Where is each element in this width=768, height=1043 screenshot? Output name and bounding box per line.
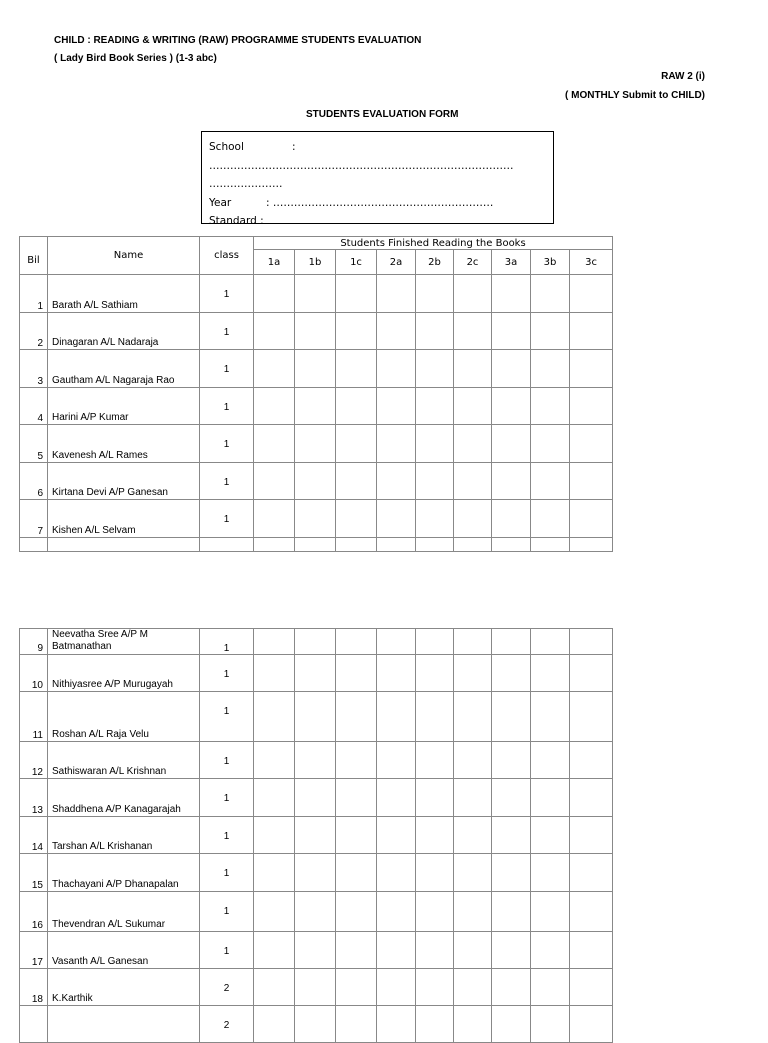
book-check-cell-2b[interactable] bbox=[416, 892, 454, 932]
student-class: 2 bbox=[200, 1006, 254, 1043]
book-check-cell-1c[interactable] bbox=[336, 629, 377, 655]
book-check-cell-3a[interactable] bbox=[492, 500, 531, 538]
row-number: 18 bbox=[20, 969, 48, 1006]
book-check-cell-2b[interactable] bbox=[416, 425, 454, 463]
book-check-cell-3b[interactable] bbox=[531, 350, 570, 388]
table-row bbox=[20, 275, 613, 313]
book-check-cell-3c[interactable] bbox=[570, 892, 613, 932]
book-check-cell-3a[interactable] bbox=[492, 462, 531, 500]
table-row bbox=[20, 854, 613, 892]
empty-cell[interactable] bbox=[295, 537, 336, 551]
book-check-cell-2a[interactable] bbox=[377, 462, 416, 500]
book-check-cell-1c[interactable] bbox=[336, 969, 377, 1006]
book-check-cell-3c[interactable] bbox=[570, 932, 613, 969]
empty-cell[interactable] bbox=[254, 537, 295, 551]
student-class: 1 bbox=[200, 854, 254, 892]
student-class: 1 bbox=[200, 817, 254, 854]
student-name: Nithiyasree A/P Murugayah bbox=[48, 655, 200, 692]
book-check-cell-1a[interactable] bbox=[254, 817, 295, 854]
standard-label: Standard : bbox=[209, 215, 264, 224]
book-check-cell-2a[interactable] bbox=[377, 629, 416, 655]
book-check-cell-1b[interactable] bbox=[295, 425, 336, 463]
book-check-cell-2c[interactable] bbox=[454, 462, 492, 500]
row-number: 10 bbox=[20, 655, 48, 692]
book-check-cell-2b[interactable] bbox=[416, 692, 454, 742]
book-check-cell-1c[interactable] bbox=[336, 1006, 377, 1043]
student-name: Thevendran A/L Sukumar bbox=[48, 892, 200, 932]
student-class: 1 bbox=[200, 387, 254, 425]
student-class: 1 bbox=[200, 275, 254, 313]
student-name: Gautham A/L Nagaraja Rao bbox=[48, 350, 200, 388]
student-name: K.Karthik bbox=[48, 969, 200, 1006]
book-check-cell-2c[interactable] bbox=[454, 500, 492, 538]
books-group-header: Students Finished Reading the Books bbox=[254, 237, 613, 250]
student-name: Thachayani A/P Dhanapalan bbox=[48, 854, 200, 892]
book-check-cell-1b[interactable] bbox=[295, 692, 336, 742]
book-header-2b: 2b bbox=[416, 250, 454, 275]
book-check-cell-2b[interactable] bbox=[416, 500, 454, 538]
book-check-cell-3b[interactable] bbox=[531, 425, 570, 463]
table-row bbox=[20, 350, 613, 388]
col-class-header: class bbox=[200, 250, 254, 275]
book-check-cell-1c[interactable] bbox=[336, 500, 377, 538]
empty-cell[interactable] bbox=[20, 537, 48, 551]
book-check-cell-1c[interactable] bbox=[336, 692, 377, 742]
book-check-cell-2a[interactable] bbox=[377, 692, 416, 742]
row-number: 14 bbox=[20, 817, 48, 854]
book-check-cell-1b[interactable] bbox=[295, 629, 336, 655]
student-name-line-2: Batmanathan bbox=[52, 641, 112, 652]
student-name bbox=[48, 1006, 200, 1043]
book-check-cell-3c[interactable] bbox=[570, 387, 613, 425]
book-check-cell-3c[interactable] bbox=[570, 500, 613, 538]
book-check-cell-1a[interactable] bbox=[254, 932, 295, 969]
book-check-cell-3c[interactable] bbox=[570, 1006, 613, 1043]
table-row bbox=[20, 892, 613, 932]
book-header-2a: 2a bbox=[377, 250, 416, 275]
book-check-cell-3c[interactable] bbox=[570, 425, 613, 463]
student-class: 1 bbox=[200, 629, 254, 655]
book-check-cell-1c[interactable] bbox=[336, 742, 377, 779]
book-check-cell-3a[interactable] bbox=[492, 350, 531, 388]
empty-cell[interactable] bbox=[200, 537, 254, 551]
student-name: Kishen A/L Selvam bbox=[48, 500, 200, 538]
book-check-cell-2a[interactable] bbox=[377, 854, 416, 892]
row-number: 5 bbox=[20, 425, 48, 463]
book-check-cell-3c[interactable] bbox=[570, 275, 613, 313]
book-check-cell-2a[interactable] bbox=[377, 1006, 416, 1043]
book-check-cell-2b[interactable] bbox=[416, 275, 454, 313]
book-check-cell-3c[interactable] bbox=[570, 969, 613, 1006]
book-check-cell-2b[interactable] bbox=[416, 462, 454, 500]
page-subtitle: ( Lady Bird Book Series ) (1-3 abc) bbox=[54, 53, 217, 64]
student-class: 2 bbox=[200, 969, 254, 1006]
book-check-cell-2a[interactable] bbox=[377, 892, 416, 932]
book-check-cell-3a[interactable] bbox=[492, 969, 531, 1006]
book-check-cell-1c[interactable] bbox=[336, 462, 377, 500]
book-check-cell-2a[interactable] bbox=[377, 275, 416, 313]
book-check-cell-1c[interactable] bbox=[336, 779, 377, 817]
form-title: STUDENTS EVALUATION FORM bbox=[306, 109, 459, 120]
student-name: Kavenesh A/L Rames bbox=[48, 425, 200, 463]
book-check-cell-2b[interactable] bbox=[416, 742, 454, 779]
book-header-3c: 3c bbox=[570, 250, 613, 275]
book-check-cell-3c[interactable] bbox=[570, 629, 613, 655]
table-row bbox=[20, 742, 613, 779]
table-row bbox=[20, 932, 613, 969]
book-check-cell-2c[interactable] bbox=[454, 932, 492, 969]
book-header-3b: 3b bbox=[531, 250, 570, 275]
book-check-cell-1a[interactable] bbox=[254, 854, 295, 892]
student-class: 1 bbox=[200, 692, 254, 742]
student-name: Tarshan A/L Krishanan bbox=[48, 817, 200, 854]
book-check-cell-2c[interactable] bbox=[454, 854, 492, 892]
book-header-3a: 3a bbox=[492, 250, 531, 275]
evaluation-table-bottom bbox=[19, 628, 613, 1043]
empty-cell[interactable] bbox=[492, 537, 531, 551]
table-row bbox=[20, 387, 613, 425]
book-check-cell-2a[interactable] bbox=[377, 350, 416, 388]
book-check-cell-2c[interactable] bbox=[454, 742, 492, 779]
table-row bbox=[20, 779, 613, 817]
book-check-cell-3a[interactable] bbox=[492, 312, 531, 350]
book-check-cell-2c[interactable] bbox=[454, 817, 492, 854]
row-number: 15 bbox=[20, 854, 48, 892]
book-check-cell-3c[interactable] bbox=[570, 742, 613, 779]
book-check-cell-3c[interactable] bbox=[570, 692, 613, 742]
book-check-cell-1b[interactable] bbox=[295, 854, 336, 892]
book-check-cell-3b[interactable] bbox=[531, 892, 570, 932]
book-check-cell-3b[interactable] bbox=[531, 500, 570, 538]
row-number: 16 bbox=[20, 892, 48, 932]
book-check-cell-2c[interactable] bbox=[454, 350, 492, 388]
book-check-cell-1a[interactable] bbox=[254, 462, 295, 500]
book-check-cell-2c[interactable] bbox=[454, 969, 492, 1006]
book-check-cell-1c[interactable] bbox=[336, 275, 377, 313]
row-number: 3 bbox=[20, 350, 48, 388]
row-number: 17 bbox=[20, 932, 48, 969]
table-row bbox=[20, 817, 613, 854]
empty-cell[interactable] bbox=[416, 537, 454, 551]
col-name-header: Name bbox=[48, 237, 200, 275]
empty-cell[interactable] bbox=[454, 537, 492, 551]
book-check-cell-1c[interactable] bbox=[336, 655, 377, 692]
book-check-cell-1b[interactable] bbox=[295, 892, 336, 932]
book-check-cell-2a[interactable] bbox=[377, 387, 416, 425]
book-check-cell-3b[interactable] bbox=[531, 275, 570, 313]
table-row bbox=[20, 1006, 613, 1043]
table-row bbox=[20, 425, 613, 463]
book-check-cell-1b[interactable] bbox=[295, 462, 336, 500]
school-separator: : bbox=[292, 141, 296, 153]
book-check-cell-1a[interactable] bbox=[254, 387, 295, 425]
book-check-cell-2b[interactable] bbox=[416, 387, 454, 425]
book-check-cell-2b[interactable] bbox=[416, 854, 454, 892]
table-row bbox=[20, 969, 613, 1006]
book-check-cell-1a[interactable] bbox=[254, 969, 295, 1006]
year-field[interactable]: : ……………………………………………………… bbox=[266, 197, 494, 209]
book-check-cell-3c[interactable] bbox=[570, 817, 613, 854]
book-check-cell-3b[interactable] bbox=[531, 387, 570, 425]
book-check-cell-1c[interactable] bbox=[336, 854, 377, 892]
book-check-cell-2c[interactable] bbox=[454, 655, 492, 692]
book-check-cell-1b[interactable] bbox=[295, 387, 336, 425]
student-name: Sathiswaran A/L Krishnan bbox=[48, 742, 200, 779]
book-check-cell-2b[interactable] bbox=[416, 350, 454, 388]
book-header-1a: 1a bbox=[254, 250, 295, 275]
empty-cell[interactable] bbox=[377, 537, 416, 551]
book-check-cell-2b[interactable] bbox=[416, 1006, 454, 1043]
row-number: 13 bbox=[20, 779, 48, 817]
book-check-cell-3a[interactable] bbox=[492, 629, 531, 655]
book-check-cell-3b[interactable] bbox=[531, 629, 570, 655]
book-check-cell-1b[interactable] bbox=[295, 350, 336, 388]
student-class: 1 bbox=[200, 779, 254, 817]
book-check-cell-1a[interactable] bbox=[254, 692, 295, 742]
book-check-cell-1a[interactable] bbox=[254, 425, 295, 463]
book-header-1b: 1b bbox=[295, 250, 336, 275]
book-check-cell-2a[interactable] bbox=[377, 312, 416, 350]
book-check-cell-3a[interactable] bbox=[492, 275, 531, 313]
book-check-cell-2b[interactable] bbox=[416, 817, 454, 854]
empty-cell[interactable] bbox=[336, 537, 377, 551]
book-check-cell-1c[interactable] bbox=[336, 312, 377, 350]
book-check-cell-3a[interactable] bbox=[492, 854, 531, 892]
book-check-cell-1c[interactable] bbox=[336, 350, 377, 388]
book-check-cell-3b[interactable] bbox=[531, 742, 570, 779]
empty-cell[interactable] bbox=[570, 537, 613, 551]
book-check-cell-1b[interactable] bbox=[295, 969, 336, 1006]
row-number: 4 bbox=[20, 387, 48, 425]
book-check-cell-3b[interactable] bbox=[531, 692, 570, 742]
book-check-cell-2c[interactable] bbox=[454, 779, 492, 817]
book-check-cell-3c[interactable] bbox=[570, 854, 613, 892]
table-row bbox=[20, 692, 613, 742]
row-number: 7 bbox=[20, 500, 48, 538]
book-check-cell-2a[interactable] bbox=[377, 779, 416, 817]
student-class: 1 bbox=[200, 425, 254, 463]
student-class: 1 bbox=[200, 932, 254, 969]
book-check-cell-2a[interactable] bbox=[377, 742, 416, 779]
student-name: Shaddhena A/P Kanagarajah bbox=[48, 779, 200, 817]
book-check-cell-3b[interactable] bbox=[531, 1006, 570, 1043]
book-check-cell-1b[interactable] bbox=[295, 500, 336, 538]
student-class: 1 bbox=[200, 350, 254, 388]
student-class: 1 bbox=[200, 500, 254, 538]
page-title: CHILD : READING & WRITING (RAW) PROGRAMME STUDENTS EVALUATION bbox=[54, 35, 422, 46]
book-check-cell-1b[interactable] bbox=[295, 275, 336, 313]
book-check-cell-3a[interactable] bbox=[492, 425, 531, 463]
book-check-cell-1a[interactable] bbox=[254, 275, 295, 313]
book-check-cell-1a[interactable] bbox=[254, 892, 295, 932]
student-class: 1 bbox=[200, 742, 254, 779]
book-check-cell-1b[interactable] bbox=[295, 932, 336, 969]
empty-cell[interactable] bbox=[531, 537, 570, 551]
row-number: 11 bbox=[20, 692, 48, 742]
book-check-cell-2a[interactable] bbox=[377, 817, 416, 854]
book-check-cell-3a[interactable] bbox=[492, 387, 531, 425]
student-class: 1 bbox=[200, 312, 254, 350]
book-check-cell-1c[interactable] bbox=[336, 817, 377, 854]
book-check-cell-1c[interactable] bbox=[336, 387, 377, 425]
book-check-cell-3c[interactable] bbox=[570, 779, 613, 817]
book-check-cell-1a[interactable] bbox=[254, 312, 295, 350]
book-check-cell-3a[interactable] bbox=[492, 932, 531, 969]
book-check-cell-3b[interactable] bbox=[531, 312, 570, 350]
book-check-cell-1a[interactable] bbox=[254, 779, 295, 817]
book-check-cell-1c[interactable] bbox=[336, 932, 377, 969]
book-check-cell-3b[interactable] bbox=[531, 969, 570, 1006]
row-number: 6 bbox=[20, 462, 48, 500]
book-check-cell-1a[interactable] bbox=[254, 655, 295, 692]
book-check-cell-3c[interactable] bbox=[570, 462, 613, 500]
row-number bbox=[20, 1006, 48, 1043]
book-check-cell-2a[interactable] bbox=[377, 969, 416, 1006]
book-check-cell-2c[interactable] bbox=[454, 692, 492, 742]
evaluation-table-top bbox=[19, 236, 613, 552]
table-row bbox=[20, 655, 613, 692]
book-check-cell-2c[interactable] bbox=[454, 425, 492, 463]
book-check-cell-3b[interactable] bbox=[531, 817, 570, 854]
empty-cell[interactable] bbox=[48, 537, 200, 551]
book-check-cell-3a[interactable] bbox=[492, 817, 531, 854]
book-check-cell-3c[interactable] bbox=[570, 350, 613, 388]
book-check-cell-2b[interactable] bbox=[416, 655, 454, 692]
student-name: Roshan A/L Raja Velu bbox=[48, 692, 200, 742]
student-name bbox=[48, 629, 200, 655]
form-code: RAW 2 (i) bbox=[661, 71, 705, 82]
book-check-cell-3a[interactable] bbox=[492, 1006, 531, 1043]
row-number: 9 bbox=[20, 629, 48, 655]
book-check-cell-1b[interactable] bbox=[295, 1006, 336, 1043]
book-check-cell-1a[interactable] bbox=[254, 629, 295, 655]
submission-note: ( MONTHLY Submit to CHILD) bbox=[565, 90, 705, 101]
student-class: 1 bbox=[200, 462, 254, 500]
book-check-cell-2b[interactable] bbox=[416, 969, 454, 1006]
student-name: Dinagaran A/L Nadaraja bbox=[48, 312, 200, 350]
book-header-1c: 1c bbox=[336, 250, 377, 275]
student-class: 1 bbox=[200, 655, 254, 692]
book-check-cell-3c[interactable] bbox=[570, 655, 613, 692]
book-check-cell-1a[interactable] bbox=[254, 500, 295, 538]
book-check-cell-2c[interactable] bbox=[454, 629, 492, 655]
book-header-2c: 2c bbox=[454, 250, 492, 275]
book-check-cell-1b[interactable] bbox=[295, 655, 336, 692]
book-check-cell-2b[interactable] bbox=[416, 312, 454, 350]
book-check-cell-2a[interactable] bbox=[377, 655, 416, 692]
year-label: Year bbox=[209, 197, 232, 209]
book-check-cell-1c[interactable] bbox=[336, 425, 377, 463]
book-check-cell-1b[interactable] bbox=[295, 312, 336, 350]
student-name: Kirtana Devi A/P Ganesan bbox=[48, 462, 200, 500]
book-check-cell-2a[interactable] bbox=[377, 500, 416, 538]
school-dots-line[interactable]: …………………………………………………………………………… bbox=[209, 160, 514, 172]
book-check-cell-1a[interactable] bbox=[254, 350, 295, 388]
book-check-cell-3b[interactable] bbox=[531, 779, 570, 817]
book-check-cell-2c[interactable] bbox=[454, 1006, 492, 1043]
book-check-cell-2a[interactable] bbox=[377, 425, 416, 463]
book-check-cell-3a[interactable] bbox=[492, 779, 531, 817]
student-name-line-1: Neevatha Sree A/P M bbox=[52, 629, 148, 640]
student-name: Vasanth A/L Ganesan bbox=[48, 932, 200, 969]
row-number: 12 bbox=[20, 742, 48, 779]
book-check-cell-1b[interactable] bbox=[295, 742, 336, 779]
school-info-box bbox=[201, 131, 554, 224]
table-row bbox=[20, 500, 613, 538]
book-check-cell-1b[interactable] bbox=[295, 779, 336, 817]
book-check-cell-3a[interactable] bbox=[492, 892, 531, 932]
row-number: 2 bbox=[20, 312, 48, 350]
table-row-empty bbox=[20, 537, 613, 551]
book-check-cell-1a[interactable] bbox=[254, 1006, 295, 1043]
book-check-cell-3b[interactable] bbox=[531, 462, 570, 500]
book-check-cell-1b[interactable] bbox=[295, 817, 336, 854]
book-check-cell-2c[interactable] bbox=[454, 387, 492, 425]
col-bil-header: Bil bbox=[20, 237, 48, 275]
book-check-cell-3b[interactable] bbox=[531, 854, 570, 892]
table-row bbox=[20, 462, 613, 500]
table-row bbox=[20, 629, 613, 655]
book-check-cell-3a[interactable] bbox=[492, 655, 531, 692]
student-name: Barath A/L Sathiam bbox=[48, 275, 200, 313]
book-check-cell-1c[interactable] bbox=[336, 892, 377, 932]
book-check-cell-2c[interactable] bbox=[454, 892, 492, 932]
book-check-cell-3b[interactable] bbox=[531, 932, 570, 969]
student-class: 1 bbox=[200, 892, 254, 932]
book-check-cell-2b[interactable] bbox=[416, 629, 454, 655]
book-check-cell-3a[interactable] bbox=[492, 692, 531, 742]
book-check-cell-2c[interactable] bbox=[454, 275, 492, 313]
school-dots-line-2[interactable]: ………………… bbox=[209, 178, 283, 190]
table-row bbox=[20, 312, 613, 350]
book-check-cell-3a[interactable] bbox=[492, 742, 531, 779]
book-check-cell-3b[interactable] bbox=[531, 655, 570, 692]
book-check-cell-2c[interactable] bbox=[454, 312, 492, 350]
book-check-cell-1a[interactable] bbox=[254, 742, 295, 779]
book-check-cell-2b[interactable] bbox=[416, 932, 454, 969]
row-number: 1 bbox=[20, 275, 48, 313]
book-check-cell-3c[interactable] bbox=[570, 312, 613, 350]
book-check-cell-2a[interactable] bbox=[377, 932, 416, 969]
book-check-cell-2b[interactable] bbox=[416, 779, 454, 817]
student-name: Harini A/P Kumar bbox=[48, 387, 200, 425]
school-label: School bbox=[209, 141, 244, 153]
